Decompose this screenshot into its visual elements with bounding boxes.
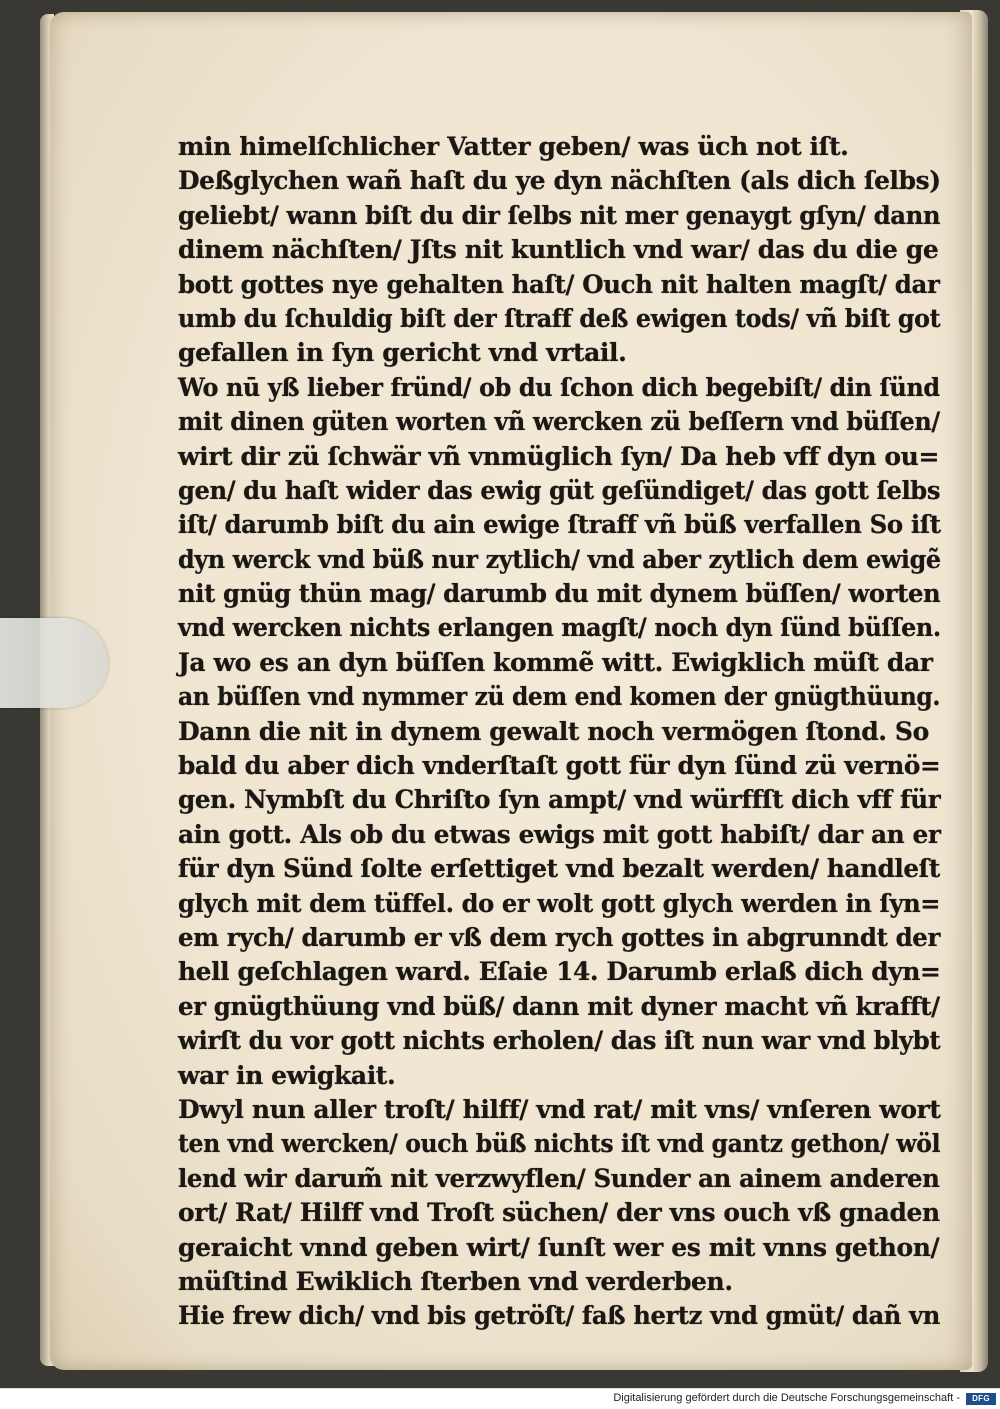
text-line: vnd wercken nichts erlangen magſt/ noch dyn ſünd büſſen. (178, 613, 941, 643)
text-line: umb du ſchuldig biſt der ſtraff deß ewigen tods/ vñ biſt got (178, 303, 941, 333)
text-line: Wo nū yß lieber fründ/ ob du ſchon dich begebiſt/ din ſünd (178, 372, 940, 402)
text-line: Dann die nit in dynem gewalt noch vermögen ſtond. So (178, 716, 929, 746)
text-line: iſt/ darumb biſt du ain ewige ſtraff vñ büß verfallen So iſt (178, 510, 941, 540)
text-line: gen. Nymbſt du Chriſto ſyn ampt/ vnd würffſt dich vff für (178, 785, 941, 815)
text-line: bott gottes nye gehalten haſt/ Ouch nit halten magſt/ dar (178, 269, 940, 299)
text-line: er gnügthüung vnd büß/ dann mit dyner macht vñ krafft/ (178, 991, 940, 1021)
text-line: mit dinen güten worten vñ wercken zü beſſern vnd büſſen/ (178, 407, 940, 437)
dfg-logo: DFG (966, 1393, 996, 1405)
text-line: für dyn Sünd ſolte erſettiget vnd bezalt werden/ handleſt (178, 854, 940, 884)
text-line: wirſt du vor gott nichts erholen/ das iſt nun war vnd blybt (178, 1026, 941, 1056)
text-line: geraicht vnnd geben wirt/ ſunſt wer es mit vnns gethon/ (178, 1232, 940, 1262)
text-line: nit gnüg thün mag/ darumb du mit dynem büſſen/ worten (178, 579, 941, 609)
text-line: em rych/ darumb er vß dem rych gottes in abgrunndt der (178, 922, 940, 952)
text-line: gen/ du haſt wider das ewig güt geſündiget/ das gott ſelbs (178, 475, 941, 505)
text-line: dinem nächſten/ Jſts nit kuntlich vnd war/ das du die ge (178, 235, 939, 265)
text-line: müſtind Ewiklich ſterben vnd verderben. (178, 1266, 733, 1296)
text-line: ain gott. Als ob du etwas ewigs mit gott habiſt/ dar an er (178, 819, 941, 849)
text-line: ten vnd wercken/ ouch büß nichts iſt vnd gantz gethon/ wöl (178, 1129, 941, 1159)
text-line: bald du aber dich vnderſtaſt gott für dyn ſünd zü vernö= (178, 751, 941, 781)
text-line: gefallen in ſyn gericht vnd vrtail. (178, 338, 627, 368)
text-line: Dwyl nun aller troſt/ hilff/ vnd rat/ mit vns/ vnſeren wort (178, 1094, 941, 1124)
text-line: Ja wo es an dyn büſſen kommẽ witt. Ewigklich müſt dar (178, 647, 933, 677)
text-line: war in ewigkait. (178, 1060, 396, 1090)
text-line: dyn werck vnd büß nur zytlich/ vnd aber zytlich dem ewigẽ (178, 544, 941, 574)
text-line: an büſſen vnd nymmer zü dem end komen der gnügthüung. (178, 682, 941, 712)
footer-bar (0, 1388, 1000, 1409)
text-line: lend wir darum̃ nit verzwyflen/ Sunder an ainem anderen (178, 1163, 940, 1193)
page-text-block (178, 130, 940, 1334)
text-line: ort/ Rat/ Hilff vnd Troſt süchen/ der vns ouch vß gnaden (178, 1198, 940, 1228)
text-line: Hie frew dich/ vnd bis getröſt/ faß hertz vnd gmüt/ dañ vn (178, 1301, 940, 1331)
text-line: wirt dir zü ſchwär vñ vnmüglich ſyn/ Da heb vff dyn ou= (178, 441, 939, 471)
text-line: geliebt/ wann biſt du dir ſelbs nit mer genaygt gſyn/ dann (178, 200, 941, 230)
text-line: glych mit dem tüffel. do er wolt gott glych werden in ſyn= (178, 888, 941, 918)
funding-credit: Digitalisierung gefördert durch die Deutsche Forschungsgemeinschaft - (613, 1392, 960, 1404)
text-line: hell geſchlagen ward. Eſaie 14. Darumb erlaß dich dyn= (178, 957, 941, 987)
bookmark-clip (0, 618, 108, 708)
text-line: min himelſchlicher Vatter geben/ was üch not iſt. (178, 132, 849, 161)
text-line: Deßglychen wañ haſt du ye dyn nächſten (als dich ſelbs) (178, 166, 941, 196)
